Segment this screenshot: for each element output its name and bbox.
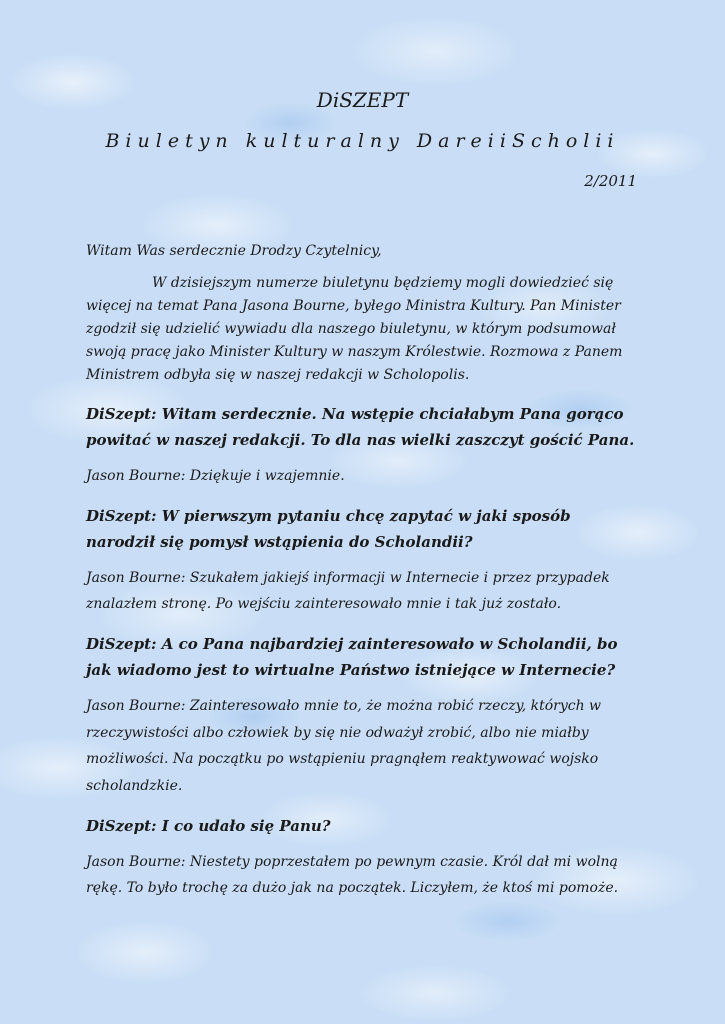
interview-question: DiSzept: I co udało się Panu? bbox=[86, 817, 331, 835]
greeting: Witam Was serdecznie Drodzy Czytelnicy, bbox=[86, 243, 382, 259]
interview-question: DiSzept: W pierwszym pytaniu chcę zapytać w jaki sposób narodził się pomysł wstąpienia do Scholandii? bbox=[86, 507, 571, 551]
interview-answer: Jason Bourne: Zainteresowało mnie to, że można robić rzeczy, których w rzeczywistości albo człowiek by się nie odważył zrobić, albo nie miałby możliwości. Na początku po wstąpieniu pragnąłem reaktywować wojsko scholandzkie. bbox=[86, 698, 602, 794]
article-body bbox=[86, 238, 642, 915]
interview-answer: Jason Bourne: Niestety poprzestałem po pewnym czasie. Król dał mi wolną rękę. To było trochę za dużo jak na początek. Liczyłem, że ktoś mi pomoże. bbox=[86, 854, 619, 896]
interview-question: DiSzept: A co Pana najbardziej zainteresowało w Scholandii, bo jak wiadomo jest to wirtualne Państwo istniejące w Internecie? bbox=[86, 635, 618, 679]
issue-number: 2/2011 bbox=[584, 172, 637, 190]
interview-question: DiSzept: Witam serdecznie. Na wstępie chciałabym Pana gorąco powitać w naszej redakcji. To dla nas wielki zaszczyt gościć Pana. bbox=[86, 405, 635, 449]
interview-answer: Jason Bourne: Dziękuje i wzajemnie. bbox=[86, 468, 345, 484]
newsletter-title: DiSZEPT bbox=[316, 88, 409, 112]
newsletter-subtitle: Biuletyn kulturalny DareiiScholii bbox=[105, 130, 620, 152]
intro-paragraph: W dzisiejszym numerze biuletynu będziemy mogli dowiedzieć się więcej na temat Pana Jasona Bourne, byłego Ministra Kultury. Pan Minister zgodził się udzielić wywiadu dla naszego biuletynu, w którym podsumował swoją pracę jako Minister Kultury w naszym Królestwie. Rozmowa z Panem Ministrem odbyła się w naszej redakcji w Scholopolis. bbox=[86, 275, 623, 383]
interview-answer: Jason Bourne: Szukałem jakiejś informacji w Internecie i przez przypadek znalazłem stronę. Po wejściu zainteresowało mnie i tak już zostało. bbox=[86, 570, 610, 612]
